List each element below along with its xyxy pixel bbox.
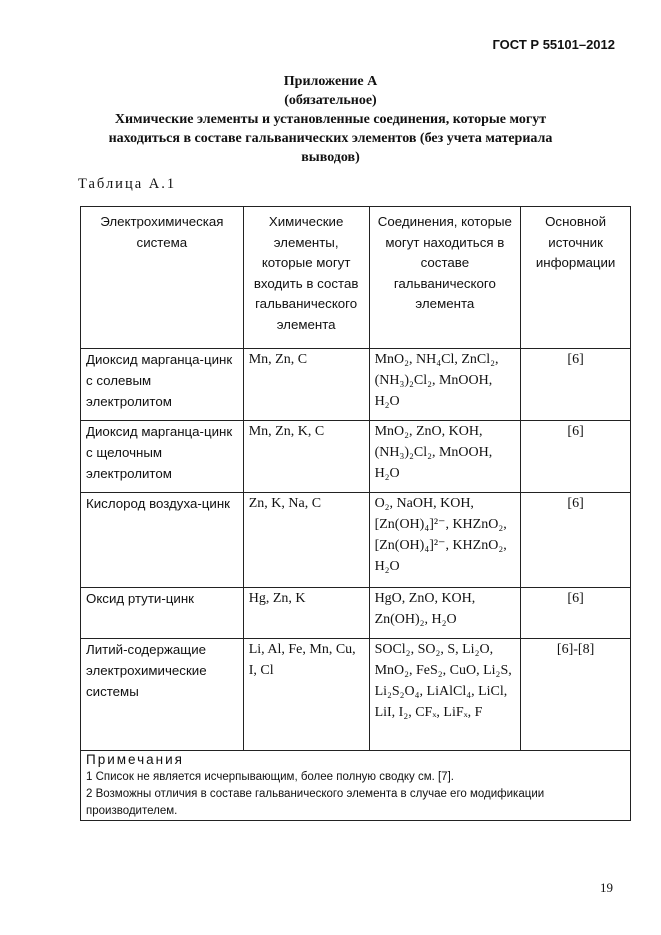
appendix-heading-line-2: находиться в составе гальванических элементов (без учета материала: [108, 131, 553, 146]
chemical-elements-table: [80, 206, 631, 821]
appendix-heading-line-1: Химические элементы и установленные соединения, которые могут: [114, 112, 547, 127]
compounds-cell: O₂, NaOH, KOH, [Zn(OH)₄]²⁻, KHZnO₂, [Zn(OH)₄]²⁻, KHZnO₂, H₂O: [369, 493, 521, 588]
compounds-cell: MnO₂, ZnO, KOH, (NH₃)₂Cl₂, MnOOH, H₂O: [369, 421, 521, 493]
system-cell: Кислород воздуха-цинк: [81, 493, 244, 588]
system-cell: Диоксид марганца-цинк с солевым электролитом: [81, 349, 244, 421]
notes-row: [81, 751, 631, 821]
appendix-heading-line-3: выводов): [301, 150, 360, 165]
elements-cell: Zn, K, Na, C: [243, 493, 369, 588]
appendix-title: [0, 72, 661, 167]
table-row: [81, 349, 631, 421]
compounds-cell: MnO₂, NH₄Cl, ZnCl₂, (NH₃)₂Cl₂, MnOOH, H₂O: [369, 349, 521, 421]
elements-cell: Mn, Zn, K, C: [243, 421, 369, 493]
notes-cell: [81, 751, 631, 821]
system-cell: Литий-содержащие электрохимические системы: [81, 639, 244, 751]
table-row: [81, 421, 631, 493]
appendix-status: (обязательное): [284, 93, 377, 108]
elements-cell: Li, Al, Fe, Mn, Cu, I, Cl: [243, 639, 369, 751]
appendix-label: Приложение А: [283, 74, 378, 89]
note-item: 1 Список не является исчерпывающим, более полную сводку см. [7].: [86, 771, 454, 783]
note-item: 2 Возможны отличия в составе гальванического элемента в случае его модификации производителем.: [86, 788, 545, 817]
table-caption: Таблица А.1: [78, 176, 177, 192]
column-header: Соединения, которые могут находиться в составе гальванического элемента: [369, 207, 521, 349]
source-cell: [6]: [521, 588, 631, 639]
document-code: ГОСТ Р 55101–2012: [492, 37, 615, 52]
source-cell: [6]: [521, 349, 631, 421]
compounds-cell: HgO, ZnO, KOH, Zn(OH)₂, H₂O: [369, 588, 521, 639]
table-row: [81, 639, 631, 751]
column-header: Химические элементы, которые могут входить в состав гальванического элемента: [243, 207, 369, 349]
source-cell: [6]-[8]: [521, 639, 631, 751]
table-header-row: [81, 207, 631, 349]
compounds-cell: SOCl₂, SO₂, S, Li₂O, MnO₂, FeS₂, CuO, Li₂S, Li₂S₂O₄, LiAlCl₄, LiCl, LiI, I₂, CFₓ, LiFₓ, F: [369, 639, 521, 751]
elements-cell: Mn, Zn, C: [243, 349, 369, 421]
system-cell: Оксид ртути-цинк: [81, 588, 244, 639]
column-header: Основной источник информации: [521, 207, 631, 349]
elements-cell: Hg, Zn, K: [243, 588, 369, 639]
source-cell: [6]: [521, 493, 631, 588]
page-number: 19: [600, 880, 613, 895]
system-cell: Диоксид марганца-цинк с щелочным электролитом: [81, 421, 244, 493]
column-header: Электрохимическая система: [81, 207, 244, 349]
table-row: [81, 588, 631, 639]
notes-title: Примечания: [86, 752, 184, 767]
table-row: [81, 493, 631, 588]
source-cell: [6]: [521, 421, 631, 493]
